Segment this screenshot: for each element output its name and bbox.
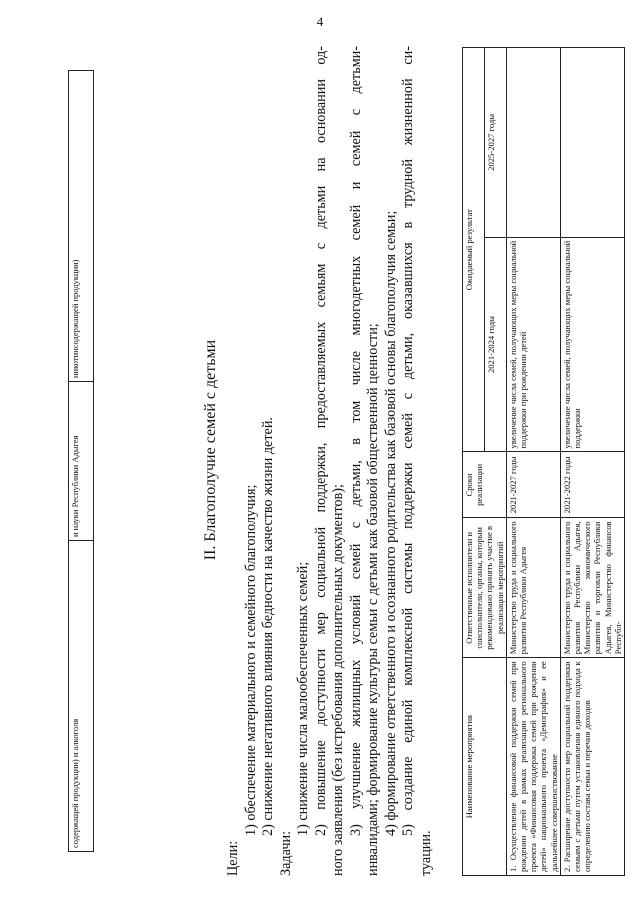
header-result: Ожидаемый результат — [463, 48, 485, 452]
goals-tasks-text — [225, 46, 435, 876]
table-row — [69, 71, 94, 852]
goal-item: 1) обеспечение материального и семейного благополучия; — [242, 484, 259, 836]
header-name: Наименование мероприятия — [463, 658, 507, 876]
cell-name: 2. Расширение доступности мер социальной поддержки семьям с детьми путем установления единого подхода к определению состава семьи и перечня доходов — [560, 658, 624, 876]
page-number: 4 — [316, 14, 324, 29]
top-table-cell: содержащей продукции) и алкоголя — [69, 541, 94, 852]
measures-table — [462, 47, 625, 876]
header-period-1: 2021-2024 годы — [484, 237, 506, 452]
goal-item: 2) снижение негативного влияния бедности на качество жизни детей. — [260, 417, 276, 836]
top-table-fragment — [68, 70, 94, 852]
cell-responsible: Министерство труда и социального развития Республики Адыгея, Министерство экономического развития и торговли Республики Адыгея, Министерство финансов Республ- — [560, 518, 624, 658]
task-item: 1) снижение числа малообеспеченных семей; — [295, 561, 311, 836]
table-row — [560, 48, 624, 876]
goals-label: Цели: — [225, 840, 241, 876]
header-term: Сроки реализации — [463, 452, 507, 518]
task-item-continued: инвалидами; формирование культуры семьи с детьми как базовой общественной ценности; — [365, 323, 381, 876]
cell-responsible: Министерство труда и социального развития Республики Адыгея — [506, 518, 560, 658]
task-item: 2) повышение доступности мер социальной поддержки, предоставляемых семьям с детьми на основании од- — [312, 46, 329, 836]
rotated-page-content — [20, 10, 623, 890]
top-table-cell: и науки Республики Адыгея — [69, 382, 94, 541]
tasks-label: Задачи: — [277, 830, 294, 876]
header-period-2: 2025-2027 годы — [484, 48, 506, 238]
header-responsible: Ответственные исполнители и соисполнители, органы, которым рекомендовано принять участие в реализации мероприятий — [463, 518, 507, 658]
cell-result-1: увеличение числа семей, получающих меры социальной поддержки — [560, 237, 624, 452]
cell-term: 2021-2022 годы — [560, 452, 624, 518]
cell-result-1: увеличение числа семей, получающих меры социальной поддержки при рождении детей — [506, 237, 560, 452]
section-title: II. Благополучие семей с детьми — [202, 339, 219, 561]
table-header-row — [463, 48, 485, 876]
task-item-continued: туации. — [417, 830, 434, 876]
task-item: 5) создание единой комплексной системы поддержки семей с детьми, оказавшихся в трудной жизненной си- — [400, 46, 416, 836]
top-table-cell: никотинсодержащей продукции) — [69, 71, 94, 382]
table-row — [506, 48, 560, 876]
task-item: 3) улучшение жилищных условий семей с детьми, в том числе многодетных семей и семей с детьми- — [347, 46, 364, 836]
cell-term: 2021-2027 годы — [506, 452, 560, 518]
cell-result-2 — [506, 48, 560, 238]
cell-name: 1. Осуществление финансовой поддержки семей при рождении детей в рамках реализации регионального проекта «Финансовая поддержка семей при рождении детей» национального проекта «Демография» и ее дальнейшее совершенствование — [506, 658, 560, 876]
task-item-continued: ного заявления (без истребования дополнительных документов); — [330, 484, 346, 876]
cell-result-2 — [560, 48, 624, 238]
task-item: 4) формирование ответственного и осознанного родительства как базовой основы благополучия семьи; — [382, 210, 399, 836]
